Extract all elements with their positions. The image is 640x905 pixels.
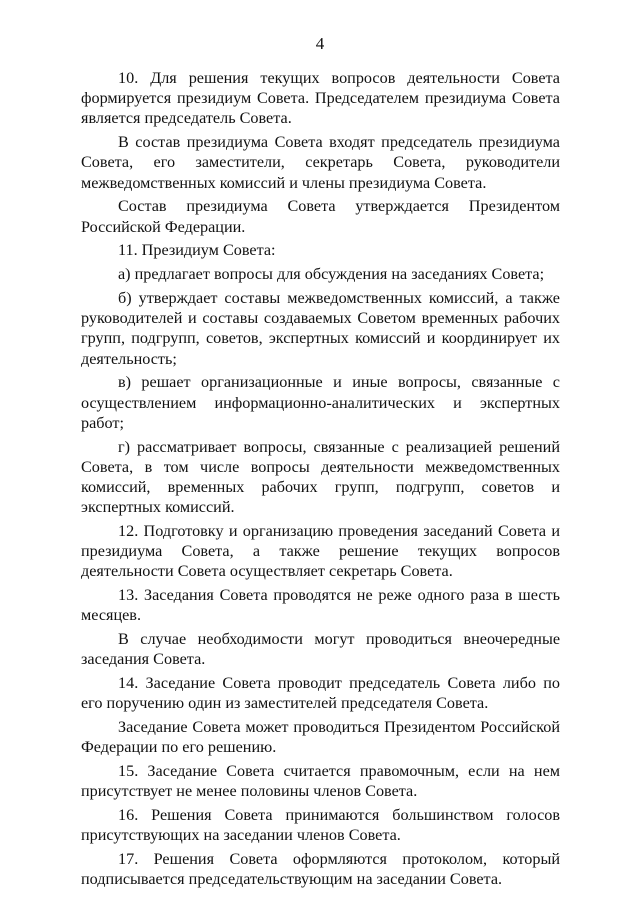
paragraph-13: 13. Заседания Совета проводятся не реже одного раза в шесть месяцев.	[81, 586, 560, 625]
page-number: 4	[315, 34, 325, 53]
document-body	[81, 68, 560, 893]
paragraph-11-g: г) рассматривает вопросы, связанные с реализацией решений Совета, в том числе вопросы деятельности межведомственных комиссий, временных рабочих групп, подгрупп, советов и экспертных комиссий.	[81, 437, 560, 517]
paragraph-16: 16. Решения Совета принимаются большинством голосов присутствующих на заседании членов Совета.	[81, 806, 560, 845]
paragraph-11-v: в) решает организационные и иные вопросы, связанные с осуществлением информационно-аналитических и экспертных работ;	[81, 373, 560, 432]
paragraph-10: 10. Для решения текущих вопросов деятельности Совета формируется президиум Совета. Председателем президиума Совета является председатель Совета.	[81, 69, 560, 128]
paragraph-president-meeting: Заседание Совета может проводиться Президентом Российской Федерации по его решению.	[81, 718, 560, 757]
paragraph-11-b: б) утверждает составы межведомственных комиссий, а также руководителей и составы создаваемых Советом временных рабочих групп, подгрупп, советов, экспертных комиссий и координирует их деятельность;	[81, 289, 560, 368]
paragraph-12: 12. Подготовку и организацию проведения заседаний Совета и президиума Совета, а также решение текущих вопросов деятельности Совета осуществляет секретарь Совета.	[81, 522, 560, 581]
paragraph-11-a: а) предлагает вопросы для обсуждения на заседаниях Совета;	[118, 265, 545, 284]
paragraph-presidium-approval: Состав президиума Совета утверждается Президентом Российской Федерации.	[81, 197, 560, 236]
paragraph-17: 17. Решения Совета оформляются протоколом, который подписывается председательствующим на заседании Совета.	[81, 850, 560, 889]
paragraph-presidium-composition: В состав президиума Совета входят председатель президиума Совета, его заместители, секретарь Совета, руководители межведомственных комиссий и члены президиума Совета.	[81, 133, 560, 192]
paragraph-extraordinary-meetings: В случае необходимости могут проводиться внеочередные заседания Совета.	[81, 630, 560, 669]
paragraph-11: 11. Президиум Совета:	[118, 241, 276, 260]
paragraph-14: 14. Заседание Совета проводит председатель Совета либо по его поручению один из заместителей председателя Совета.	[81, 674, 560, 713]
paragraph-15: 15. Заседание Совета считается правомочным, если на нем присутствует не менее половины членов Совета.	[81, 762, 560, 801]
